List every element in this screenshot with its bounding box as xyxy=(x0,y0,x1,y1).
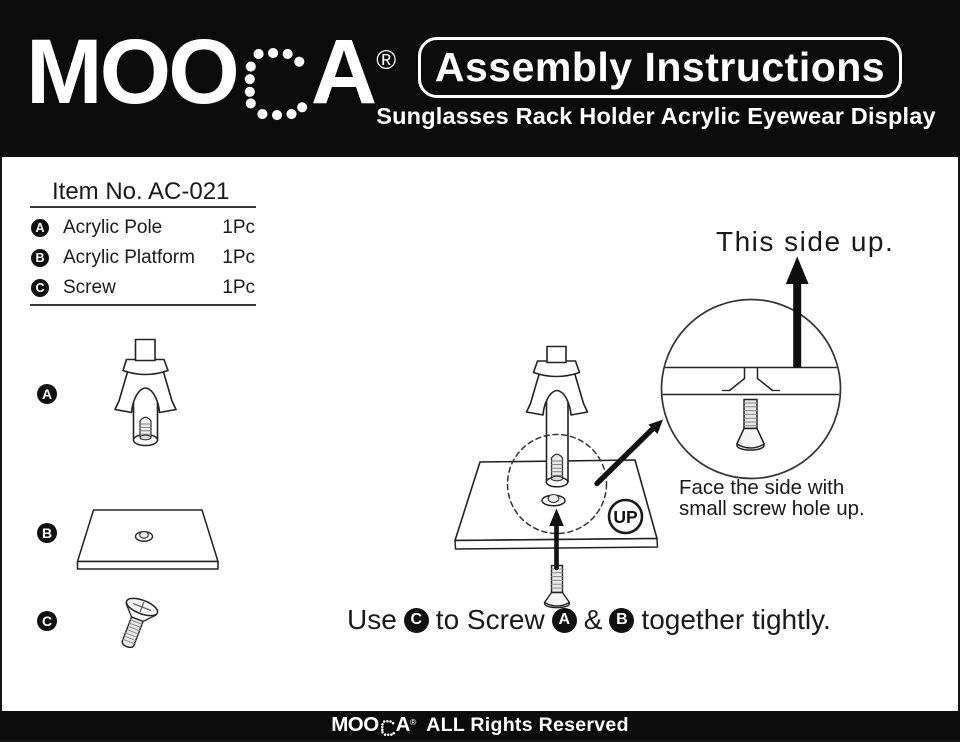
instruction-amp: & xyxy=(583,604,603,635)
diagram-badge-a: A xyxy=(37,384,57,404)
instruction-badge-b: B xyxy=(609,608,634,633)
detail-circle-drawing xyxy=(660,257,843,479)
footer-logo-a: A xyxy=(395,713,410,736)
part-b-qty: 1Pc xyxy=(222,247,255,268)
this-side-up-label: This side up. xyxy=(716,226,895,257)
face-caption xyxy=(679,478,865,519)
footer-logo-moo: MOO xyxy=(331,713,379,736)
screw-part-drawing xyxy=(111,595,159,653)
pole-part-drawing xyxy=(115,340,176,446)
instruction-badge-c: C xyxy=(404,608,429,633)
part-c-name: Screw xyxy=(63,277,116,298)
logo-text-moo: MOO xyxy=(26,21,237,123)
logo-text-a: A xyxy=(310,21,375,123)
part-c-qty: 1Pc xyxy=(222,277,255,298)
platform-part-drawing xyxy=(78,510,219,569)
assembly-instruction-line xyxy=(347,604,831,636)
this-side-up-arrow xyxy=(793,278,801,368)
instruction-badge-a: A xyxy=(552,608,577,633)
part-a-name: Acrylic Pole xyxy=(63,217,163,238)
header-band xyxy=(0,0,960,157)
up-label: UP xyxy=(613,507,638,527)
footer-registered-mark: ® xyxy=(409,717,417,727)
footer-rights-text: ALL Rights Reserved xyxy=(426,714,629,736)
instruction-tail: together tightly. xyxy=(641,604,831,635)
mooca-logo xyxy=(26,21,397,123)
part-b-badge: B xyxy=(31,249,49,267)
item-number-heading: Item No. AC-021 xyxy=(52,178,230,205)
registered-mark: ® xyxy=(376,45,397,75)
part-a-qty: 1Pc xyxy=(222,217,255,238)
instruction-use: Use xyxy=(347,604,397,635)
part-a-badge: A xyxy=(31,219,49,237)
page-title: Assembly Instructions xyxy=(418,37,902,98)
face-caption-line2: small screw hole up. xyxy=(679,496,865,520)
logo-dotted-c-icon xyxy=(244,47,308,123)
page-subtitle: Sunglasses Rack Holder Acrylic Eyewear Display xyxy=(376,103,936,129)
footer-mooca-logo xyxy=(331,715,416,736)
diagram-badge-c: C xyxy=(37,611,57,631)
diagram-badge-b: B xyxy=(37,523,57,543)
footer-logo-dotted-c-icon xyxy=(381,720,395,737)
part-b-name: Acrylic Platform xyxy=(63,247,195,268)
instruction-to-screw: to Screw xyxy=(435,604,545,635)
assembly-view-drawing xyxy=(455,347,663,608)
footer-band xyxy=(0,711,960,740)
face-caption-line1: Face the side with xyxy=(679,476,845,499)
part-c-badge: C xyxy=(31,279,49,297)
